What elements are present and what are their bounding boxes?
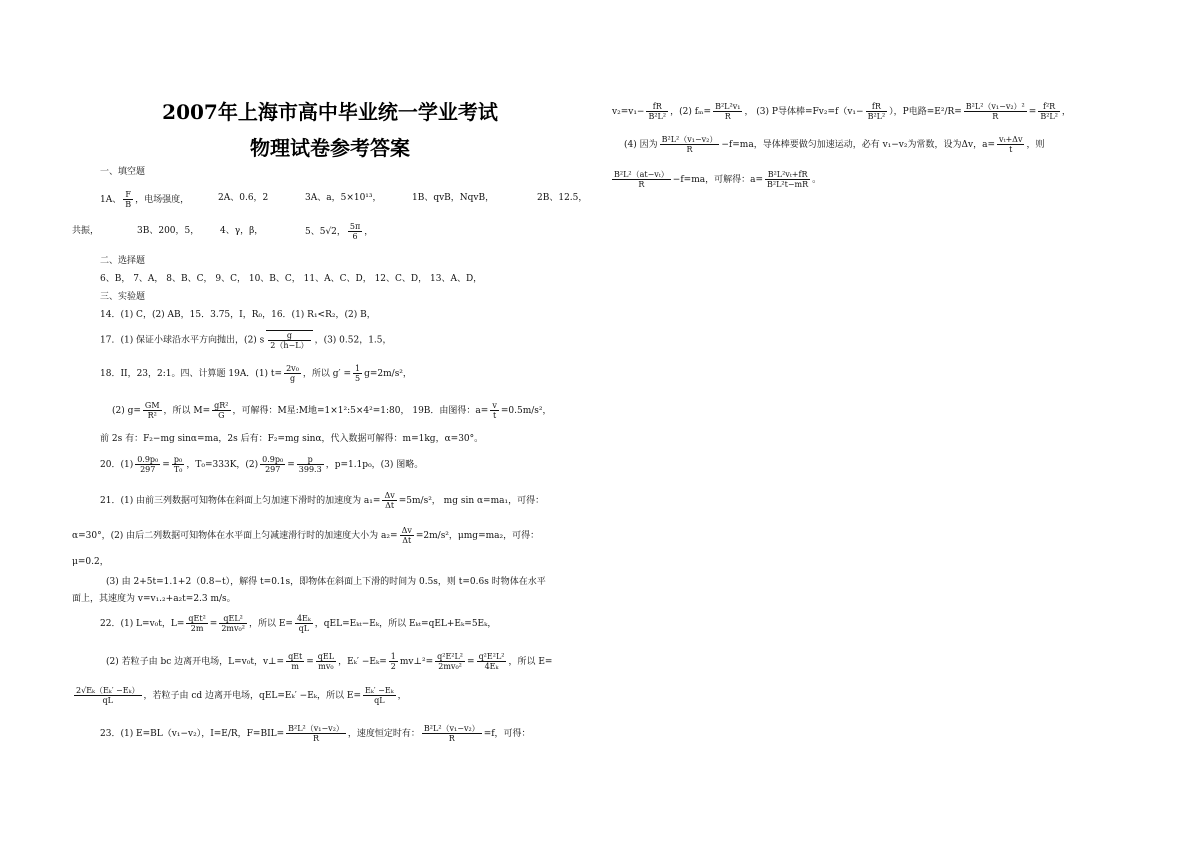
fraction [297,455,324,474]
fraction-denominator: 2m [190,624,204,633]
fraction-denominator: 2mv₀² [221,624,245,633]
text: ， (3) P导体棒=Fv₂=f（v₁− [744,107,864,117]
fraction-numerator: qEt² [188,614,206,623]
text: v₂=v₁− [612,107,645,117]
text: ， [1061,107,1071,117]
text: ，Eₖ′ −Eₖ= [338,657,387,667]
text: α=30°，(2) 由后二列数据可知物体在水平面上匀减速滑行时的加速度大小为 a₂= [72,531,398,541]
fraction [295,614,313,633]
text: 20．(1) [100,460,134,470]
fraction [660,135,720,154]
fraction-numerator: 1 [355,364,361,373]
fraction-numerator: f²R [1038,102,1060,112]
fraction-numerator: B²L²（v₁−v₂） [423,724,480,733]
fraction-numerator: B²L²v₁ [715,102,741,111]
answer-22-1 [100,614,496,633]
fraction-numerator: qEL² [219,614,247,624]
text: (2) g= [112,406,141,416]
fraction [219,614,247,633]
fraction [964,102,1027,121]
text: −f=ma，可解得：a= [672,175,764,185]
fraction-denominator: 5 [355,374,361,383]
fraction-numerator: v [492,401,497,410]
answer-17-text: 17．(1) 保证小球沿水平方向抛出，(2) s [100,335,265,346]
fraction-denominator: B²L² [648,112,667,121]
fraction-numerator: 2v₀ [286,364,299,373]
text: ，则 [1026,140,1045,150]
fraction-numerator: B²L²vₜ+fR [765,170,810,180]
fraction-numerator: p [297,455,324,465]
fraction-denominator: R [313,734,320,743]
fraction-denominator: R [686,145,693,154]
answer-23-4-result [610,170,821,189]
fraction-numerator: Eₖ′ −Eₖ [365,686,394,695]
sqrt-fraction [266,330,312,350]
text: ，所以 M= [163,406,211,416]
answer-5 [305,222,373,241]
text: (4) 因为 [624,140,658,150]
fraction [363,686,396,705]
fraction-denominator: R² [147,411,157,420]
answer-22-2 [106,652,552,671]
fraction-numerator: fR [866,102,888,112]
answer-21-2 [72,526,539,545]
section-heading-experiment: 三、实验题 [100,292,146,302]
text: =f，可得： [483,729,531,739]
answer-4: 4、γ，β， [220,226,264,236]
text: ，可解得：M星:M地=1×1²:5×4²=1:80， 19B．由图得：a= [232,406,489,416]
fraction-denominator: mv₀ [318,662,334,671]
answer-18-text: 18．II，23，2:1。四、计算题 19A．(1) t= [100,369,283,379]
text: ），P电路=E²/R= [889,107,962,117]
fraction [186,614,207,633]
answer-3b: 3B、200，5， [137,226,200,236]
answer-2a: 2A、0.6，2 [218,193,269,203]
fraction-denominator: B²L² [867,112,886,121]
document-subtitle: 物理试卷参考答案 [250,136,410,160]
fraction-denominator: Δt [385,501,395,510]
fraction [477,652,507,671]
fraction [382,491,396,510]
choice-answers: 6、B， 7、A， 8、B、C， 9、C， 10、B、C， 11、A、C、D， 12、C、D， 13、A、D， [100,274,483,284]
fraction-numerator: vₜ+Δv [998,135,1023,144]
fraction-denominator: t [492,411,497,420]
fraction-numerator: 1 [390,652,396,661]
answer-19a-tail: g=2m/s²， [364,369,412,379]
experiment-answers-14-16: 14．(1) C，(2) AB，15．3.75，I，R₀，16．(1) R₁<R₂，(2) B， [100,310,376,320]
fraction-numerator: fR [646,102,668,112]
text: 23．(1) E=BL（v₁−v₂），I=E/R，F=BIL= [100,729,285,739]
fraction-numerator: q²E²L² [437,652,464,661]
text: ，若粒子由 cd 边离开电场，qEL=Eₖ′ −Eₖ，所以 E= [143,691,362,701]
fraction-numerator: qEt [288,652,303,661]
section-heading-choice: 二、选择题 [100,256,146,266]
fraction [135,455,160,474]
text: 22．(1) L=v₀t，L= [100,619,185,629]
answer-18-19a [100,364,412,383]
fraction-denominator: B²L²t−mR [767,180,809,189]
fraction-denominator: B²L² [1040,112,1058,121]
fraction [400,526,414,545]
fraction-numerator: B²L²（v₁−v₂） [288,724,344,733]
fraction [490,401,499,420]
answer-19b: 前 2s 有：F₂−mg sinα=ma，2s 后有：F₂=mg sinα，代入数据可解得：m=1kg，α=30°。 [100,434,484,444]
fraction-numerator: gR² [214,401,229,410]
document-title: 2007年上海市高中毕业统一学业考试 [162,100,498,124]
fraction [348,222,362,241]
fraction [143,401,162,420]
answer-17 [100,330,392,350]
fraction [713,102,742,121]
fraction-numerator: 4Eₖ [296,614,311,623]
text: ， [397,691,407,701]
text: ，T₀=333K，(2) [186,460,259,470]
answer-23-cont [612,102,1071,121]
text: 。 [812,175,822,185]
text: ，所以 E= [248,619,293,629]
answer-21-mu: μ=0.2， [72,557,109,567]
text: ，(2) fₘ= [670,107,712,117]
fraction [646,102,668,121]
fraction-denominator: qL [374,696,385,705]
fraction-numerator: 2√Eₖ（Eₖ′ −Eₖ） [76,686,140,695]
text: 21．(1) 由前三列数据可知物体在斜面上匀加速下滑时的加速度为 a₁= [100,496,381,506]
fraction [260,455,285,474]
text: =2m/s²，μmg=ma₂，可得： [415,531,540,541]
answer-20 [100,455,423,474]
answer-22-2-cont [72,686,407,705]
fraction-numerator: q²E²L² [478,652,505,661]
answer-21-3-cont: 面上，其速度为 v=v₁.₂+a₂t=2.3 m/s。 [72,594,236,604]
fraction-denominator: T₀ [173,465,183,474]
fraction [123,190,133,209]
fraction-denominator: R [724,112,731,121]
text: = [1028,107,1037,117]
fraction-denominator: 4Eₖ [484,662,499,671]
fraction-numerator: g [268,331,310,341]
text: ，qEL=Eₖₜ−Eₖ，所以 Eₖₜ=qEL+Eₖ=5Eₖ， [314,619,497,629]
fraction-numerator: Δv [401,526,412,535]
fraction-numerator: F [123,190,133,200]
fraction-denominator: 2 [390,662,396,671]
fraction-denominator: Δt [402,536,412,545]
fraction-numerator: 0.9p₀ [262,455,284,464]
answer-line-1 [100,190,189,209]
fraction [286,724,346,743]
answer-2b-cont: 共振， [72,226,100,236]
text: = [287,460,295,470]
fraction [389,652,398,671]
answer-5-tail: ， [364,227,374,237]
fraction-numerator: Δv [384,491,395,500]
text: mv⊥²= [399,657,434,667]
fraction-denominator: 297 [265,465,281,474]
fraction-numerator: 5π [349,222,361,231]
fraction [612,170,671,189]
fraction-numerator: 0.9p₀ [137,455,159,464]
fraction [866,102,888,121]
text: ，p=1.1p₀，(3) 图略。 [325,460,424,470]
answer-19a-text: ，所以 g′ = [302,369,351,379]
fraction [316,652,336,671]
fraction-numerator: p₀ [172,455,185,465]
fraction-denominator: g [289,374,296,383]
fraction-denominator: B [125,200,132,209]
fraction-numerator: qEL [317,652,335,661]
answer-1a-text: ，电场强度， [135,195,190,205]
fraction-numerator: B²L²（v₁−v₂）² [965,102,1025,111]
answer-1a-label: 1A、 [100,195,122,205]
fraction-numerator: B²L²（v₁−v₂） [661,135,718,144]
fraction-denominator: R [992,112,999,121]
fraction-denominator: 6 [352,232,358,241]
fraction [1038,102,1060,121]
fraction-numerator: GM [144,401,160,410]
fraction [353,364,362,383]
answer-21-1 [100,491,544,510]
text: =0.5m/s²， [500,406,552,416]
section-heading-fill-in: 一、填空题 [100,167,146,177]
answer-23-4 [624,135,1045,154]
fraction [997,135,1025,154]
fraction [286,652,304,671]
fraction-denominator: t [1009,145,1013,154]
text: ，速度恒定时有： [347,729,420,739]
answer-1b: 1B、qvB，NqvB， [412,193,495,203]
fraction [74,686,142,705]
fraction-denominator: 2mv₀² [438,662,462,671]
fraction [284,364,301,383]
text: = [306,657,314,667]
text: −f=ma，导体棒要做匀加速运动，必有 v₁−v₂为常数，设为Δv，a= [721,140,995,150]
fraction [172,455,185,474]
text: = [467,657,475,667]
text: = [162,460,170,470]
fraction-denominator: 399.3 [298,465,322,474]
fraction-numerator: B²L²（at−vₜ） [614,170,669,179]
text: (2) 若粒子由 bc 边离开电场，L=v₀t，v⊥= [106,657,285,667]
fraction-denominator: 297 [140,465,156,474]
answer-23-1 [100,724,531,743]
answer-19a-2 [112,401,552,420]
fraction [212,401,230,420]
fraction-denominator: G [218,411,225,420]
text: ，所以 E= [508,657,553,667]
answer-2b: 2B、12.5， [537,193,588,203]
answer-21-3: (3) 由 2+5t=1.1+2（0.8−t），解得 t=0.1s，即物体在斜面上下滑的时间为 0.5s，则 t=0.6s 时物体在水平 [106,577,546,587]
answer-5-text: 5、5√2， [305,227,346,237]
fraction-denominator: R [638,180,645,189]
fraction [765,170,810,189]
fraction-denominator: R [448,734,455,743]
text: =5m/s²， mg sin α=ma₁，可得： [398,496,545,506]
fraction-denominator: m [291,662,299,671]
answer-3a: 3A、a，5×10¹³， [305,193,382,203]
answer-17-tail: ，(3) 0.52，1.5， [314,335,392,346]
fraction [422,724,482,743]
fraction [435,652,465,671]
fraction-denominator: qL [102,696,113,705]
fraction-denominator: 2（h−L） [270,341,309,350]
fraction-denominator: qL [298,624,310,633]
text: = [209,619,218,629]
